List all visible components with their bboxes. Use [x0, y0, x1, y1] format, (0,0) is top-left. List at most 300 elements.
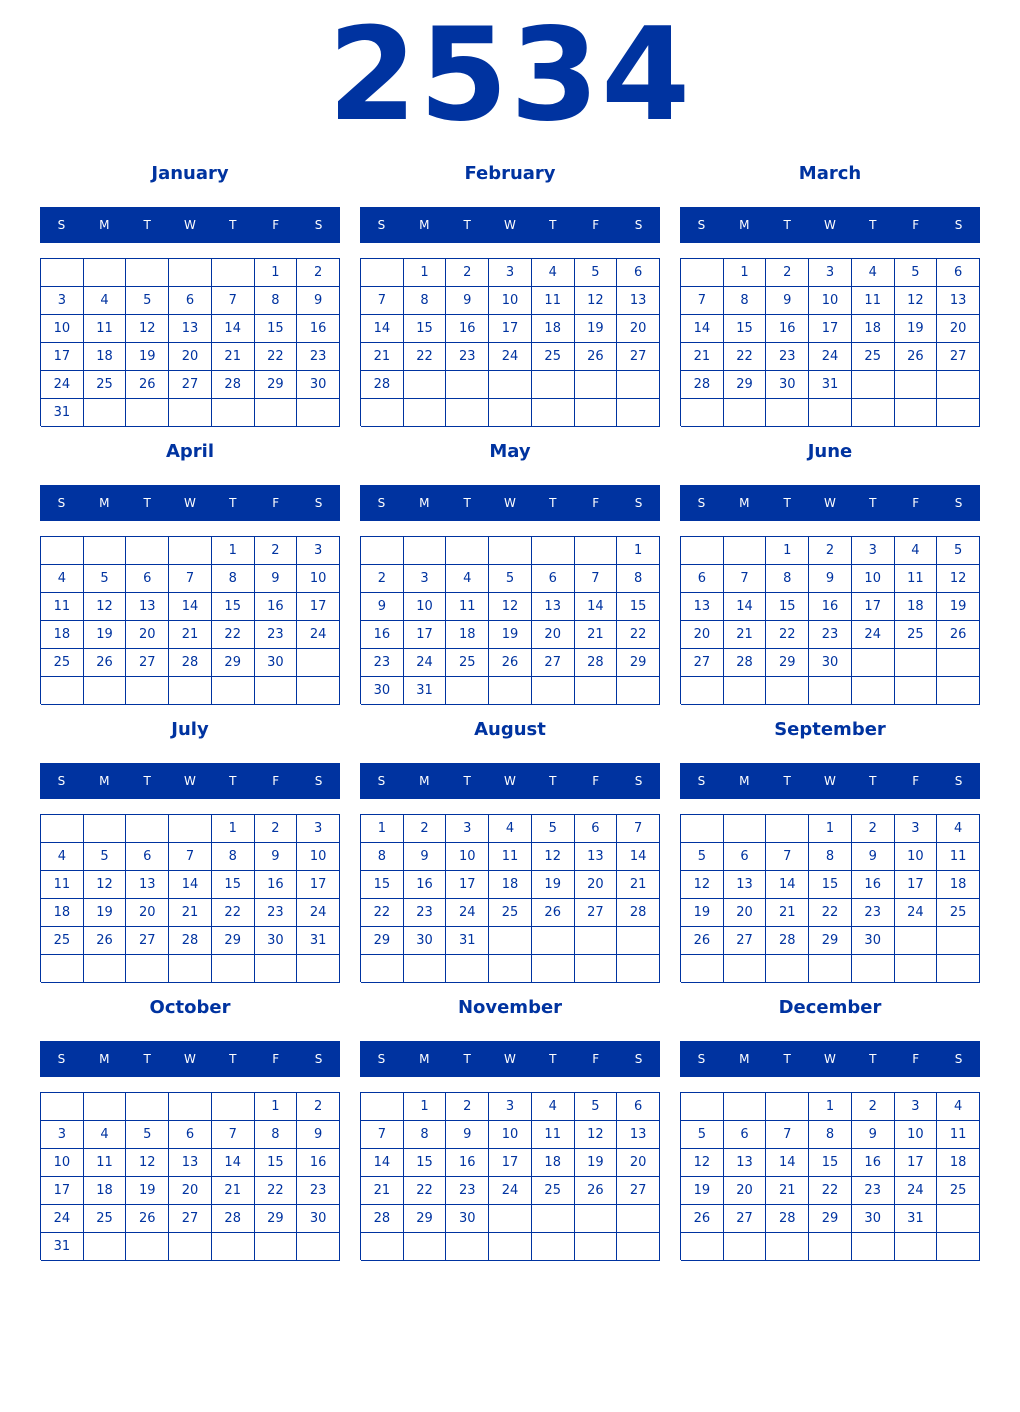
day-cell: 15	[212, 871, 255, 899]
weekday-label: S	[377, 218, 386, 232]
day-cell: 20	[575, 871, 618, 899]
month-4	[360, 436, 660, 714]
day-cell: 1	[404, 259, 447, 287]
weekday-label: W	[184, 1052, 196, 1066]
day-cell	[212, 399, 255, 427]
day-grid	[40, 1092, 340, 1260]
day-cell	[852, 677, 895, 705]
day-cell: 29	[212, 927, 255, 955]
day-cell: 4	[852, 259, 895, 287]
day-cell: 27	[724, 927, 767, 955]
day-cell	[41, 1093, 84, 1121]
day-cell: 10	[41, 1149, 84, 1177]
day-cell	[41, 815, 84, 843]
day-cell: 20	[617, 315, 660, 343]
day-cell: 10	[809, 287, 852, 315]
day-cell	[532, 399, 575, 427]
weekday-label: M	[99, 496, 110, 510]
month-name: October	[149, 997, 231, 1018]
day-cell: 5	[126, 1121, 169, 1149]
weekday-header	[360, 1041, 660, 1077]
day-cell: 26	[895, 343, 938, 371]
day-cell: 1	[212, 537, 255, 565]
day-cell	[84, 1093, 127, 1121]
day-cell: 18	[532, 1149, 575, 1177]
day-cell	[724, 399, 767, 427]
day-cell	[681, 1233, 724, 1261]
day-cell	[126, 955, 169, 983]
day-cell	[724, 677, 767, 705]
day-cell: 27	[126, 927, 169, 955]
weekday-label: S	[314, 774, 323, 788]
day-cell	[617, 955, 660, 983]
day-cell: 11	[446, 593, 489, 621]
day-cell: 8	[809, 1121, 852, 1149]
weekday-label: T	[549, 496, 557, 510]
day-cell: 19	[681, 899, 724, 927]
day-cell	[489, 537, 532, 565]
day-cell: 20	[532, 621, 575, 649]
day-cell: 30	[852, 1205, 895, 1233]
day-cell: 12	[126, 1149, 169, 1177]
day-cell: 17	[852, 593, 895, 621]
day-cell: 5	[681, 1121, 724, 1149]
day-cell	[617, 399, 660, 427]
day-cell: 2	[404, 815, 447, 843]
day-cell: 23	[297, 343, 340, 371]
day-cell	[489, 955, 532, 983]
day-cell: 15	[724, 315, 767, 343]
day-cell	[169, 1093, 212, 1121]
day-cell: 25	[489, 899, 532, 927]
day-cell: 23	[446, 343, 489, 371]
day-cell: 2	[446, 1093, 489, 1121]
day-cell	[681, 537, 724, 565]
day-cell	[852, 399, 895, 427]
day-cell	[809, 1233, 852, 1261]
day-cell: 14	[575, 593, 618, 621]
day-cell: 20	[126, 899, 169, 927]
day-cell: 4	[532, 259, 575, 287]
day-cell: 20	[724, 1177, 767, 1205]
day-cell: 30	[766, 371, 809, 399]
day-cell: 22	[766, 621, 809, 649]
day-cell: 18	[489, 871, 532, 899]
day-grid	[360, 258, 660, 426]
day-cell	[212, 1093, 255, 1121]
day-cell: 29	[766, 649, 809, 677]
day-cell	[212, 259, 255, 287]
day-cell: 21	[681, 343, 724, 371]
day-cell	[169, 815, 212, 843]
day-cell	[809, 399, 852, 427]
day-cell: 23	[255, 899, 298, 927]
day-cell: 25	[895, 621, 938, 649]
day-cell: 21	[361, 1177, 404, 1205]
day-cell: 17	[404, 621, 447, 649]
day-cell: 21	[169, 621, 212, 649]
day-cell	[361, 399, 404, 427]
weekday-label: T	[783, 218, 791, 232]
weekday-label: F	[912, 774, 920, 788]
day-cell: 9	[361, 593, 404, 621]
day-cell	[361, 259, 404, 287]
weekday-header	[40, 207, 340, 243]
day-cell: 3	[404, 565, 447, 593]
day-cell: 6	[575, 815, 618, 843]
day-cell: 18	[41, 621, 84, 649]
day-cell: 10	[404, 593, 447, 621]
day-cell: 27	[617, 1177, 660, 1205]
day-cell: 1	[809, 815, 852, 843]
day-cell: 10	[852, 565, 895, 593]
day-cell	[766, 1093, 809, 1121]
months-grid	[40, 158, 980, 1270]
day-cell: 7	[617, 815, 660, 843]
month-8	[680, 714, 980, 992]
day-cell	[297, 399, 340, 427]
day-cell: 31	[809, 371, 852, 399]
weekday-label: F	[272, 1052, 280, 1066]
day-cell: 14	[361, 1149, 404, 1177]
weekday-label: M	[739, 774, 750, 788]
day-cell: 14	[169, 593, 212, 621]
day-cell	[489, 1205, 532, 1233]
day-cell: 9	[255, 843, 298, 871]
day-cell: 12	[84, 593, 127, 621]
day-cell	[255, 399, 298, 427]
day-cell: 20	[169, 343, 212, 371]
day-cell: 11	[41, 593, 84, 621]
day-cell: 6	[169, 287, 212, 315]
day-cell	[489, 371, 532, 399]
day-cell	[446, 1233, 489, 1261]
day-cell	[41, 537, 84, 565]
day-cell: 23	[852, 899, 895, 927]
weekday-label: S	[697, 774, 706, 788]
day-cell: 13	[724, 1149, 767, 1177]
weekday-label: M	[99, 774, 110, 788]
day-grid	[680, 258, 980, 426]
day-cell	[446, 955, 489, 983]
day-cell: 25	[852, 343, 895, 371]
day-cell	[937, 955, 980, 983]
day-cell: 8	[404, 287, 447, 315]
day-cell: 24	[489, 343, 532, 371]
weekday-label: T	[463, 218, 471, 232]
day-cell: 7	[766, 1121, 809, 1149]
day-cell	[404, 1233, 447, 1261]
day-cell: 26	[84, 927, 127, 955]
day-cell: 19	[575, 315, 618, 343]
day-cell: 11	[41, 871, 84, 899]
day-cell: 27	[617, 343, 660, 371]
day-cell	[126, 537, 169, 565]
day-cell	[169, 955, 212, 983]
day-cell: 3	[41, 1121, 84, 1149]
weekday-label: S	[954, 1052, 963, 1066]
weekday-label: T	[463, 774, 471, 788]
weekday-label: T	[549, 774, 557, 788]
weekday-label: S	[57, 218, 66, 232]
day-cell: 19	[126, 1177, 169, 1205]
weekday-label: T	[869, 218, 877, 232]
day-cell: 14	[766, 871, 809, 899]
day-cell	[681, 1093, 724, 1121]
weekday-label: F	[912, 218, 920, 232]
day-cell	[937, 927, 980, 955]
day-cell: 17	[895, 1149, 938, 1177]
day-cell	[617, 1205, 660, 1233]
weekday-label: T	[549, 218, 557, 232]
day-cell: 1	[212, 815, 255, 843]
day-cell: 17	[41, 343, 84, 371]
day-cell: 27	[937, 343, 980, 371]
day-cell: 20	[724, 899, 767, 927]
day-cell	[212, 677, 255, 705]
day-cell: 29	[255, 1205, 298, 1233]
day-cell: 16	[297, 315, 340, 343]
day-cell: 17	[446, 871, 489, 899]
day-cell: 16	[852, 871, 895, 899]
day-cell: 5	[895, 259, 938, 287]
weekday-label: S	[697, 1052, 706, 1066]
day-cell: 14	[724, 593, 767, 621]
weekday-header	[360, 207, 660, 243]
day-cell: 26	[937, 621, 980, 649]
day-cell: 15	[361, 871, 404, 899]
day-cell	[532, 1233, 575, 1261]
weekday-label: T	[143, 218, 151, 232]
day-cell: 24	[809, 343, 852, 371]
month-name: November	[457, 997, 563, 1018]
day-cell: 6	[126, 843, 169, 871]
day-cell: 26	[532, 899, 575, 927]
day-cell: 7	[169, 565, 212, 593]
day-cell	[297, 1233, 340, 1261]
day-cell: 11	[84, 315, 127, 343]
day-cell: 13	[126, 593, 169, 621]
day-cell	[446, 537, 489, 565]
weekday-label: W	[504, 218, 516, 232]
weekday-label: F	[272, 496, 280, 510]
day-cell: 11	[532, 287, 575, 315]
weekday-label: F	[592, 774, 600, 788]
day-cell	[937, 1205, 980, 1233]
day-cell: 15	[404, 1149, 447, 1177]
weekday-label: W	[824, 496, 836, 510]
month-name: January	[151, 163, 229, 184]
day-cell: 8	[724, 287, 767, 315]
day-cell: 13	[575, 843, 618, 871]
day-cell: 3	[297, 537, 340, 565]
day-cell	[169, 259, 212, 287]
weekday-label: S	[314, 496, 323, 510]
month-name: April	[165, 441, 215, 462]
weekday-label: T	[229, 218, 237, 232]
day-cell: 27	[169, 371, 212, 399]
day-cell: 23	[766, 343, 809, 371]
day-cell: 7	[681, 287, 724, 315]
weekday-label: S	[697, 218, 706, 232]
day-cell	[681, 677, 724, 705]
day-cell	[126, 399, 169, 427]
day-grid	[680, 536, 980, 704]
day-cell: 19	[937, 593, 980, 621]
day-cell: 22	[255, 1177, 298, 1205]
day-cell: 2	[255, 537, 298, 565]
day-cell: 19	[895, 315, 938, 343]
day-cell: 19	[84, 621, 127, 649]
day-cell: 17	[489, 315, 532, 343]
day-cell: 13	[937, 287, 980, 315]
day-cell: 1	[255, 259, 298, 287]
day-cell: 26	[575, 343, 618, 371]
weekday-label: F	[912, 1052, 920, 1066]
day-cell: 26	[126, 371, 169, 399]
day-cell: 15	[255, 315, 298, 343]
day-cell	[361, 1093, 404, 1121]
day-cell: 3	[41, 287, 84, 315]
day-cell: 13	[681, 593, 724, 621]
day-cell	[212, 1233, 255, 1261]
month-name: September	[774, 719, 886, 740]
day-cell: 14	[681, 315, 724, 343]
day-cell: 20	[169, 1177, 212, 1205]
month-name: August	[474, 719, 546, 740]
day-cell: 27	[532, 649, 575, 677]
day-cell: 18	[852, 315, 895, 343]
day-cell: 4	[84, 1121, 127, 1149]
day-cell: 18	[532, 315, 575, 343]
day-cell: 2	[809, 537, 852, 565]
weekday-label: T	[143, 774, 151, 788]
day-cell: 12	[489, 593, 532, 621]
day-cell: 4	[446, 565, 489, 593]
day-cell: 30	[809, 649, 852, 677]
day-cell	[681, 399, 724, 427]
day-cell	[126, 259, 169, 287]
day-cell: 11	[937, 843, 980, 871]
day-cell: 13	[617, 1121, 660, 1149]
day-cell: 13	[724, 871, 767, 899]
day-cell: 24	[404, 649, 447, 677]
day-cell	[895, 371, 938, 399]
day-cell	[126, 1233, 169, 1261]
day-cell	[361, 1233, 404, 1261]
day-cell: 9	[297, 1121, 340, 1149]
day-cell	[84, 955, 127, 983]
day-grid	[40, 536, 340, 704]
day-cell	[852, 371, 895, 399]
day-cell	[489, 399, 532, 427]
day-cell	[895, 677, 938, 705]
weekday-header	[360, 763, 660, 799]
month-name: March	[798, 163, 862, 184]
day-cell: 6	[169, 1121, 212, 1149]
day-cell: 5	[681, 843, 724, 871]
weekday-header	[40, 1041, 340, 1077]
day-cell: 10	[297, 565, 340, 593]
day-cell	[575, 955, 618, 983]
day-cell: 25	[84, 1205, 127, 1233]
day-cell: 9	[766, 287, 809, 315]
day-cell: 22	[361, 899, 404, 927]
day-cell: 6	[617, 1093, 660, 1121]
weekday-label: S	[377, 774, 386, 788]
day-cell	[766, 677, 809, 705]
day-cell: 1	[766, 537, 809, 565]
day-cell	[404, 537, 447, 565]
day-cell: 22	[404, 1177, 447, 1205]
day-cell: 11	[895, 565, 938, 593]
day-cell: 21	[766, 1177, 809, 1205]
day-cell: 24	[895, 899, 938, 927]
day-cell	[169, 677, 212, 705]
day-cell	[446, 677, 489, 705]
day-cell	[617, 371, 660, 399]
day-cell: 25	[532, 343, 575, 371]
weekday-label: S	[954, 496, 963, 510]
month-5	[680, 436, 980, 714]
day-cell	[937, 399, 980, 427]
day-cell: 1	[361, 815, 404, 843]
day-cell: 28	[361, 371, 404, 399]
day-cell	[895, 1233, 938, 1261]
day-cell: 9	[809, 565, 852, 593]
day-cell	[84, 677, 127, 705]
day-cell: 1	[724, 259, 767, 287]
day-cell	[937, 677, 980, 705]
day-cell: 15	[617, 593, 660, 621]
day-cell: 6	[532, 565, 575, 593]
day-cell: 27	[681, 649, 724, 677]
day-cell: 16	[404, 871, 447, 899]
day-cell	[766, 399, 809, 427]
day-cell	[361, 955, 404, 983]
day-cell: 10	[41, 315, 84, 343]
day-cell: 31	[446, 927, 489, 955]
day-cell: 16	[297, 1149, 340, 1177]
weekday-label: F	[272, 774, 280, 788]
day-cell: 21	[617, 871, 660, 899]
day-cell: 2	[361, 565, 404, 593]
day-cell	[575, 371, 618, 399]
day-cell: 14	[212, 1149, 255, 1177]
day-cell	[489, 1233, 532, 1261]
day-cell	[575, 1233, 618, 1261]
day-cell: 2	[255, 815, 298, 843]
day-cell: 2	[852, 1093, 895, 1121]
weekday-label: M	[419, 1052, 430, 1066]
weekday-label: S	[954, 218, 963, 232]
day-cell: 19	[126, 343, 169, 371]
day-cell: 2	[297, 259, 340, 287]
day-cell: 12	[84, 871, 127, 899]
day-cell: 9	[255, 565, 298, 593]
day-cell: 12	[937, 565, 980, 593]
day-cell: 20	[617, 1149, 660, 1177]
day-cell: 28	[766, 927, 809, 955]
day-cell: 19	[84, 899, 127, 927]
day-cell: 7	[361, 1121, 404, 1149]
day-cell: 31	[41, 1233, 84, 1261]
day-cell: 24	[489, 1177, 532, 1205]
weekday-label: T	[463, 1052, 471, 1066]
day-cell	[937, 649, 980, 677]
day-cell	[126, 815, 169, 843]
day-cell	[297, 677, 340, 705]
